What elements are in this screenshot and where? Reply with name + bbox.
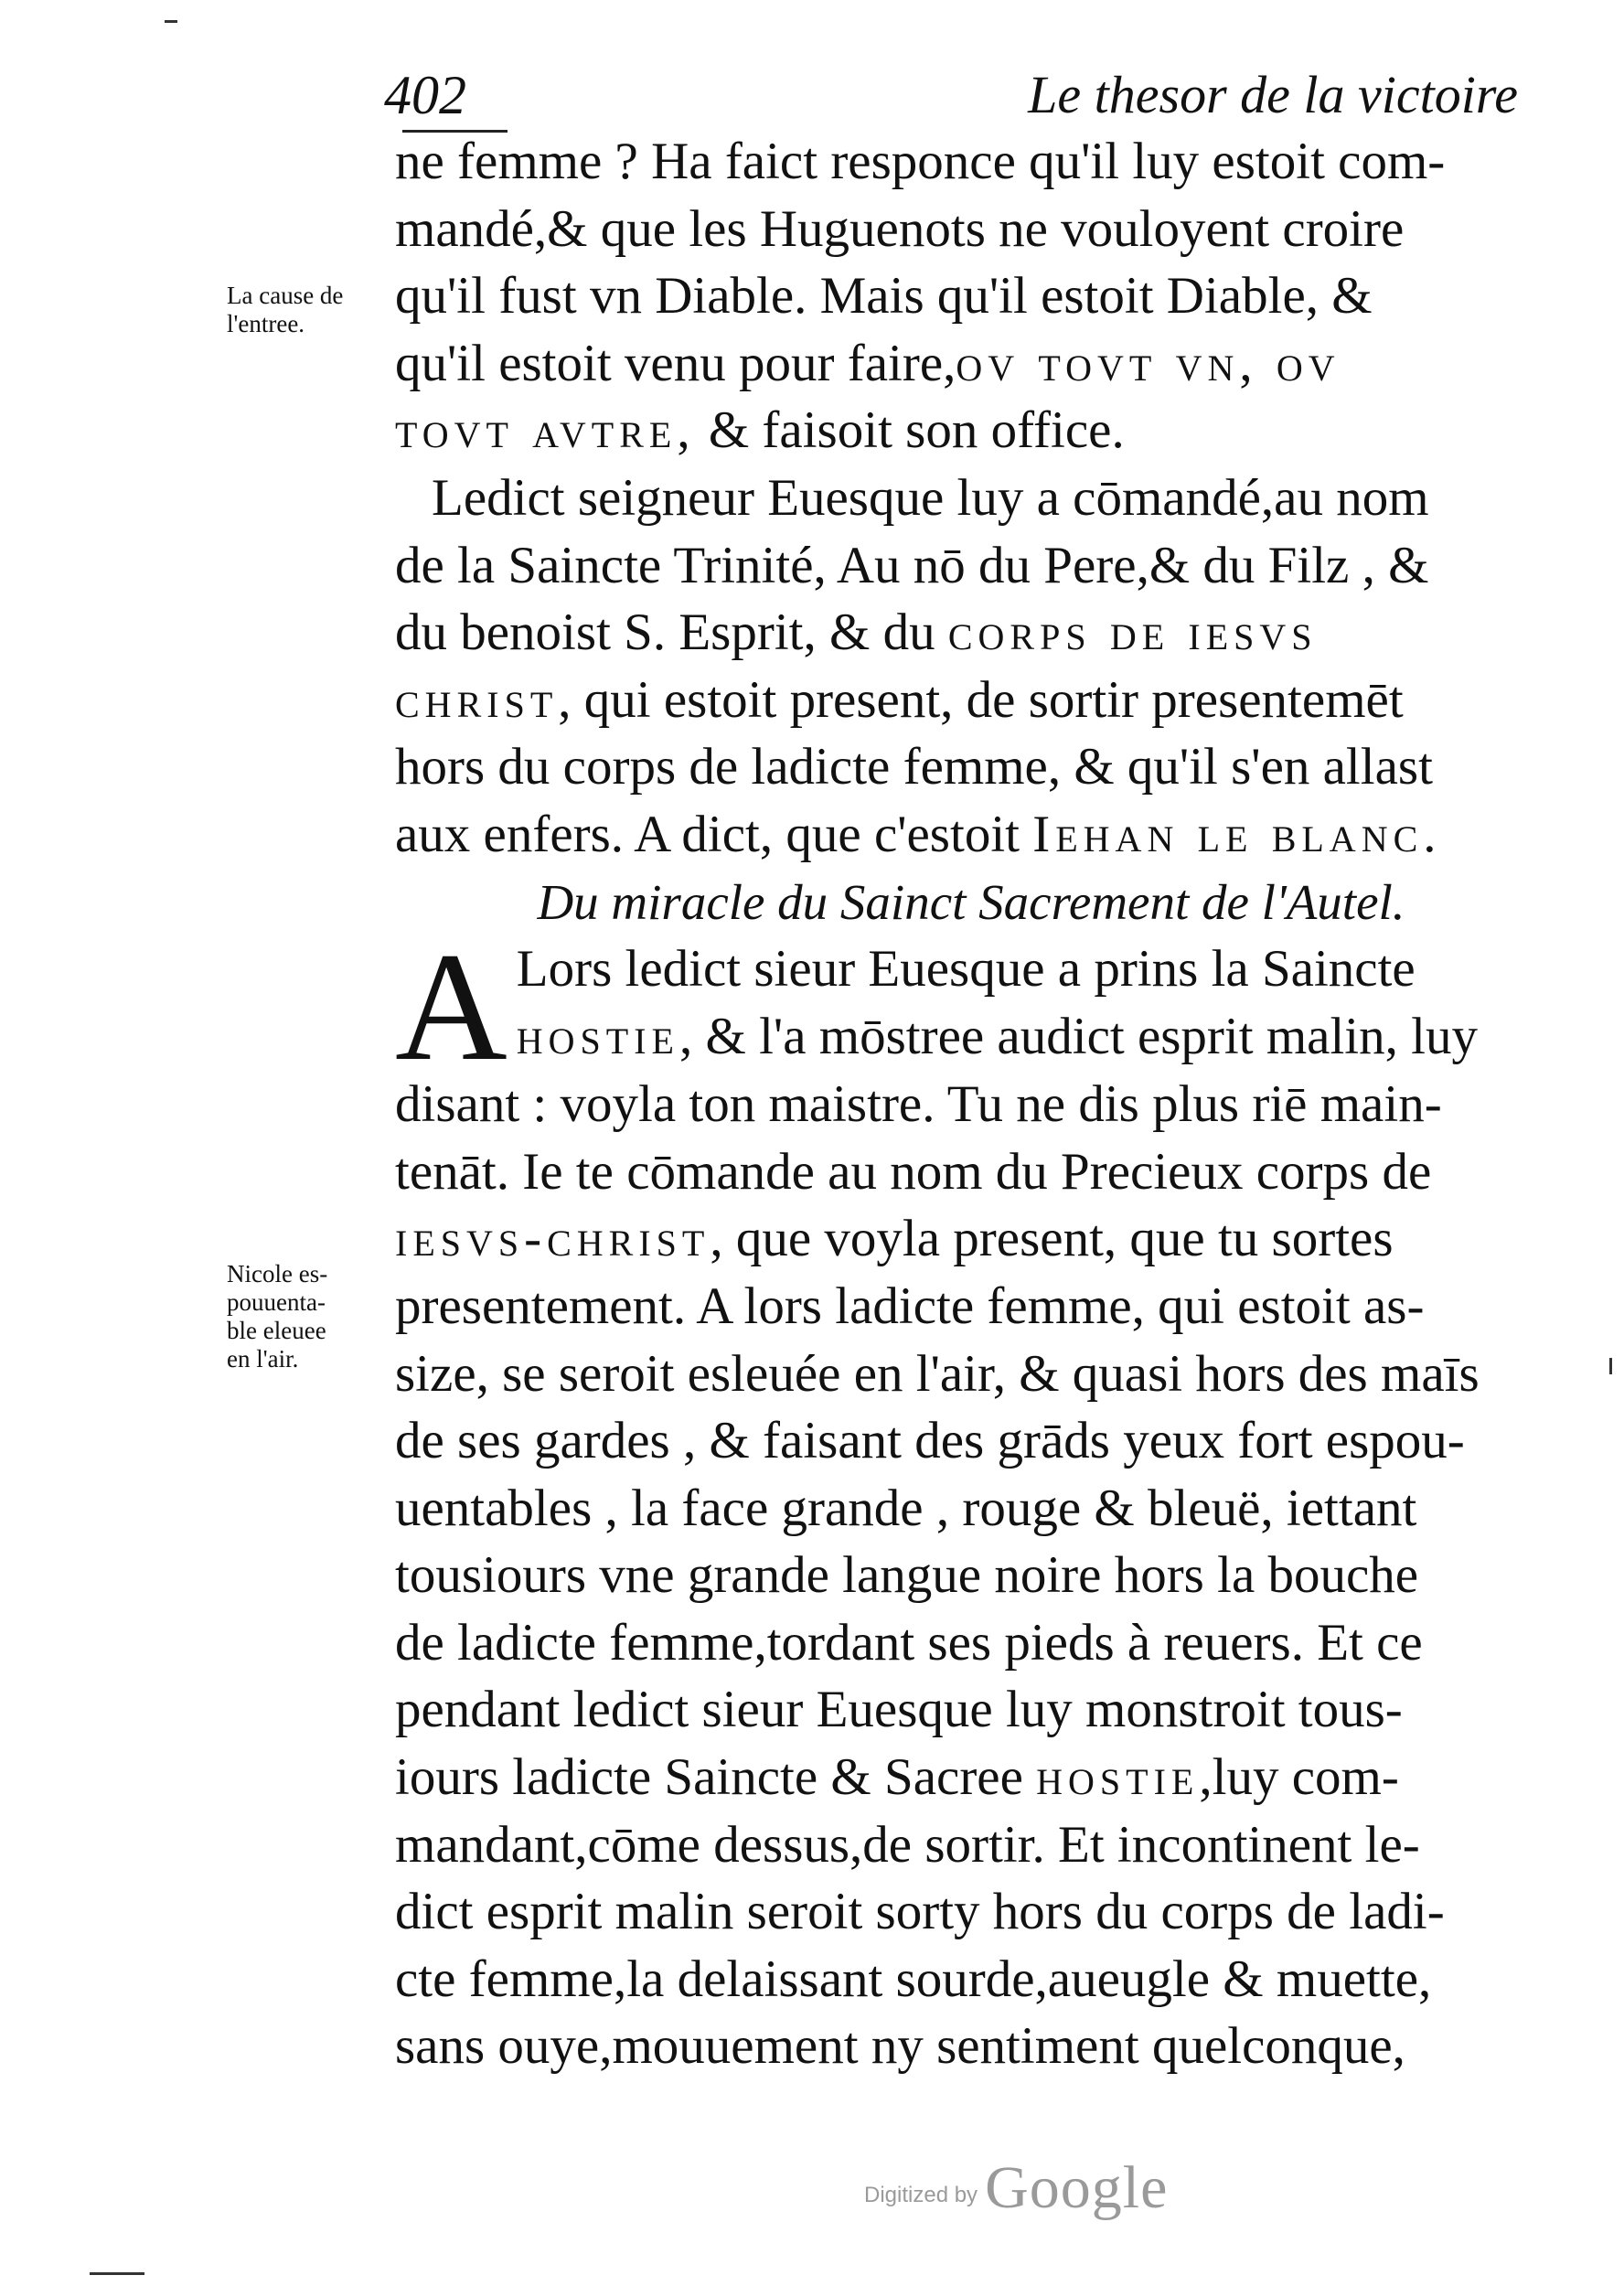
text-line: uentables , la face grande , rouge & bleuë, iettant — [395, 1479, 1417, 1537]
text-line: mandant,cōme dessus,de sortir. Et incontinent le- — [395, 1815, 1420, 1874]
text-line: mandé,& que les Huguenots ne vouloyent croire — [395, 199, 1405, 258]
text-line: Lors ledict sieur Euesque a prins la Saincte — [516, 940, 1416, 999]
small-caps-text: ov tovt vn, ov — [956, 334, 1341, 392]
scan-edge-mark — [90, 2272, 144, 2275]
margin-note-cause — [227, 282, 391, 338]
section-title: Du miracle du Sainct Sacrement de l'Autel. — [537, 873, 1405, 930]
watermark-prefix: Digitized by — [864, 2183, 978, 2207]
text-line: qu'il fust vn Diable. Mais qu'il estoit Diable, & — [395, 267, 1373, 326]
text-line: cte femme,la delaissant sourde,aueugle & muette, — [395, 1950, 1432, 2008]
margin-note-line: en l'air. — [227, 1345, 299, 1373]
small-caps-text: corps de iesvs — [947, 604, 1318, 662]
page-number: 402 — [384, 65, 466, 125]
text-line — [395, 1003, 1511, 1071]
text-line: ne femme ? Ha faict responce qu'il luy estoit com- — [395, 133, 1446, 190]
text-line — [395, 397, 1511, 465]
drop-cap: A — [395, 921, 508, 1094]
small-caps-text: christ — [395, 670, 559, 729]
small-caps-text: hostie — [516, 1007, 679, 1065]
text-line: hors du corps de ladicte femme, & qu'il s'en allast — [395, 738, 1433, 796]
scan-edge-mark — [1609, 1358, 1612, 1374]
google-wordmark: Google — [985, 2154, 1169, 2221]
text-line: de ses gardes , & faisant des grāds yeux fort espou- — [395, 1412, 1465, 1470]
margin-note-line: La cause de — [227, 282, 344, 309]
text-run: qu'il estoit venu pour faire, — [395, 334, 956, 392]
text-line: size, se seroit esleuée en l'air, & quasi hors des maīs — [395, 1344, 1480, 1403]
text-line — [395, 1744, 1511, 1811]
text-line — [395, 667, 1511, 734]
text-line: Ledict seigneur Euesque luy a cōmandé,au nom — [432, 468, 1429, 527]
text-line: de la Saincte Trinité, Au nō du Pere,& du Filz , & — [395, 536, 1429, 594]
text-line — [395, 801, 1511, 869]
small-caps-text: tovt avtre, — [395, 401, 696, 460]
body-text — [395, 128, 1511, 2080]
text-line: pendant ledict sieur Euesque luy monstroit tous- — [395, 1681, 1403, 1739]
text-run: , qui estoit present, de sortir presentemēt — [558, 670, 1404, 729]
text-line: tenāt. Ie te cōmande au nom du Precieux corps de — [395, 1142, 1432, 1201]
text-run: & faisoit son office. — [695, 401, 1125, 460]
text-run: iours ladicte Saincte & Sacree — [395, 1748, 1037, 1807]
text-line: dict esprit malin seroit sorty hors du corps de ladi- — [395, 1883, 1445, 1941]
scan-edge-mark — [165, 20, 177, 23]
text-line: de ladicte femme,tordant ses pieds à reuers. Et ce — [395, 1613, 1423, 1672]
margin-note-nicole — [227, 1260, 391, 1373]
text-line: tousiours vne grande langue noire hors la bouche — [395, 1546, 1419, 1605]
text-run: , & l'a mōstree audict esprit malin, luy — [679, 1007, 1478, 1065]
text-line — [395, 1205, 1511, 1273]
small-caps-text: hostie — [1036, 1748, 1200, 1807]
running-title: Le thesor de la victoire — [1028, 65, 1518, 124]
text-run: , que voyla present, que tu sortes — [710, 1210, 1394, 1268]
margin-note-line: ble eleuee — [227, 1317, 326, 1344]
digitized-watermark — [864, 2153, 1168, 2223]
page-header — [384, 64, 1518, 137]
text-line: disant : voyla ton maistre. Tu ne dis plus riē main- — [395, 1075, 1442, 1134]
text-line: presentement. A lors ladicte femme, qui estoit as- — [395, 1277, 1425, 1335]
text-run: aux enfers. A dict, que c'estoit — [395, 805, 1033, 863]
small-caps-text: Iehan le blanc. — [1032, 805, 1442, 863]
margin-note-line: pouuenta- — [227, 1288, 326, 1316]
text-line — [395, 330, 1511, 398]
text-line — [395, 599, 1511, 667]
text-line: sans ouye,mouuement ny sentiment quelconque, — [395, 2017, 1405, 2076]
text-run: ,luy com- — [1199, 1748, 1399, 1807]
small-caps-text: iesvs-christ — [395, 1210, 710, 1268]
margin-note-line: Nicole es- — [227, 1260, 328, 1287]
margin-note-line: l'entree. — [227, 310, 305, 337]
text-run: du benoist S. Esprit, & du — [395, 604, 948, 662]
